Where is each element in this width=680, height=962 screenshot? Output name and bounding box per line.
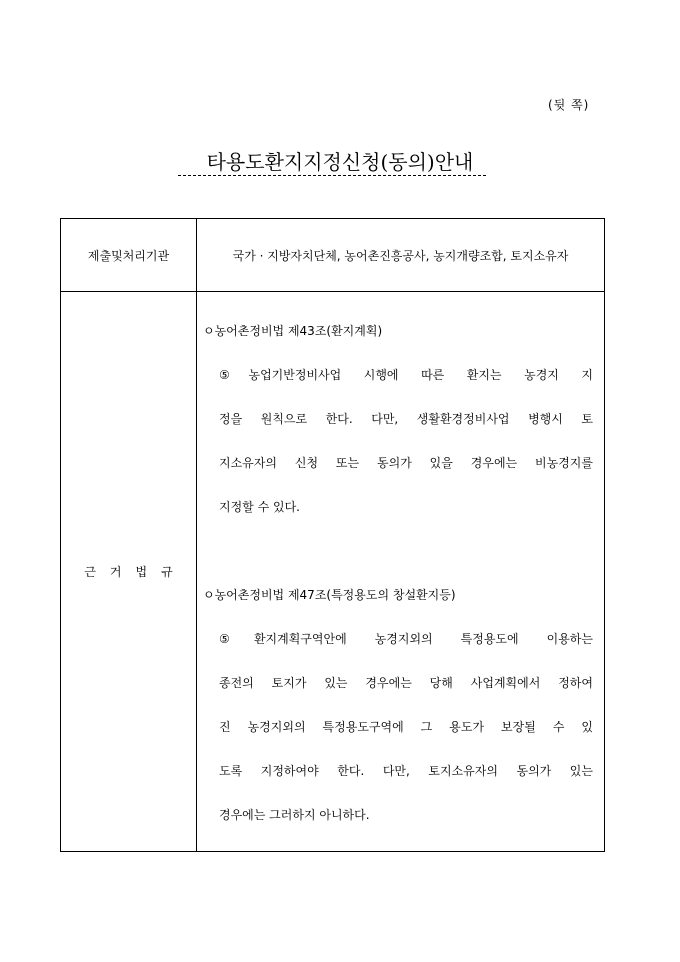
page-side-label: (뒷 쪽) [548, 98, 590, 112]
law-section-line: ⑤환지계획구역안에 농경지외의 특정용도에 이용하는 [219, 632, 593, 646]
agency-value-cell [197, 219, 604, 291]
law-section-heading: ㅇ농어촌정비법 제47조(특정용도의 창설환지등) [203, 588, 456, 602]
law-label-cell [61, 292, 196, 851]
document-title: 타용도환지지정신청(동의)안내 [206, 150, 474, 174]
law-content-cell [197, 292, 604, 851]
law-section-line: 경우에는 그러하지 아니하다. [219, 808, 370, 822]
law-section-line: 지소유자의 신청 또는 동의가 있을 경우에는 비농경지를 [219, 456, 593, 470]
law-label: 근거법규 [84, 565, 187, 579]
law-section-line: 도록 지정하여야 한다. 다만, 토지소유자의 동의가 있는 [219, 764, 593, 778]
law-section-line: 진 농경지외의 특정용도구역에 그 용도가 보장될 수 있 [219, 720, 593, 734]
title-underline [178, 175, 486, 176]
info-table [60, 218, 605, 852]
law-section-heading: ㅇ농어촌정비법 제43조(환지계획) [203, 324, 383, 338]
agency-value: 국가 · 지방자치단체, 농어촌진흥공사, 농지개량조합, 토지소유자 [232, 248, 569, 263]
agency-label: 제출및처리기관 [87, 248, 170, 263]
law-section-line: 정을 원칙으로 한다. 다만, 생활환경정비사업 병행시 토 [219, 412, 593, 426]
law-section-line: 지정할 수 있다. [219, 500, 300, 514]
law-section-line: 종전의 토지가 있는 경우에는 당해 사업계획에서 정하여 [219, 676, 593, 690]
law-section-line: ⑤농업기반정비사업 시행에 따른 환지는 농경지 지 [219, 368, 593, 382]
agency-label-cell [61, 219, 196, 291]
